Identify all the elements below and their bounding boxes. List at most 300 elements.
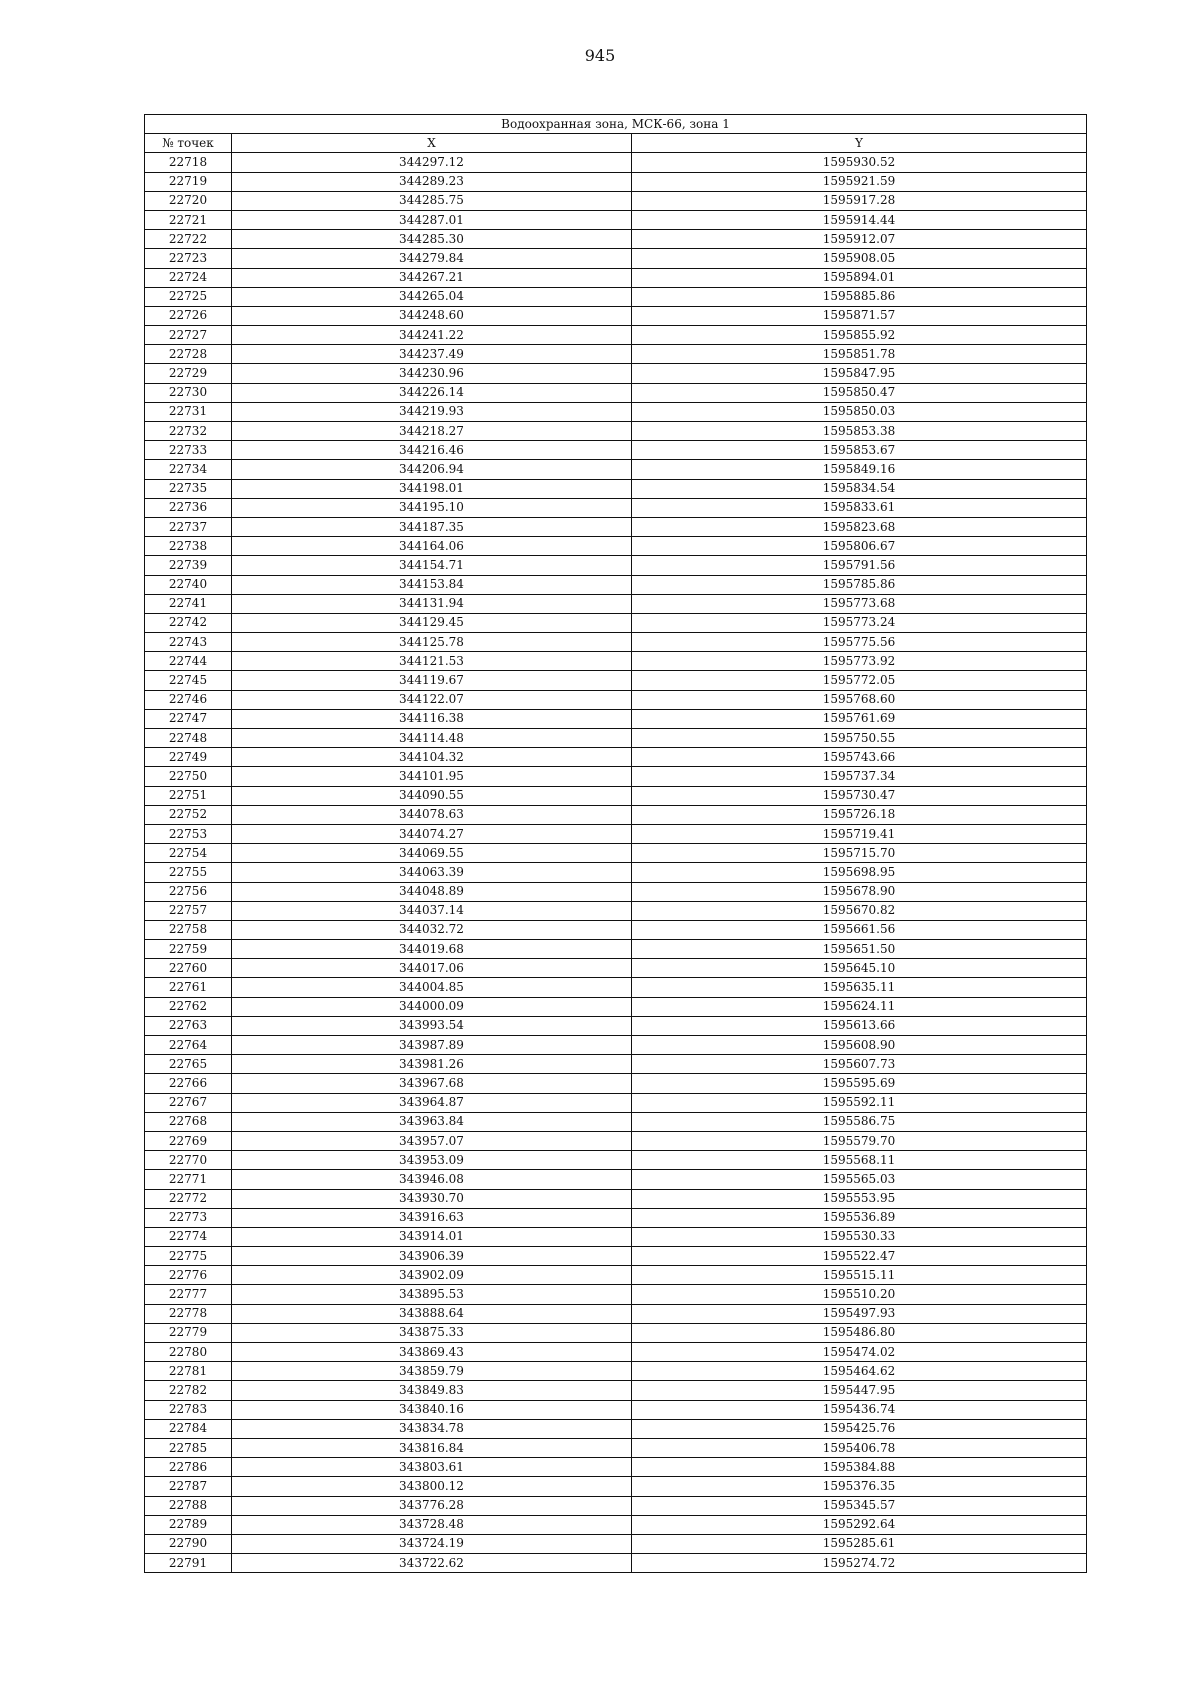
cell-x: 343906.39 — [232, 1247, 632, 1266]
cell-point-number: 22751 — [145, 786, 232, 805]
cell-point-number: 22769 — [145, 1131, 232, 1150]
cell-y: 1595773.24 — [632, 613, 1087, 632]
cell-x: 344017.06 — [232, 959, 632, 978]
table-row — [145, 748, 1087, 767]
cell-y: 1595474.02 — [632, 1343, 1087, 1362]
cell-y: 1595833.61 — [632, 498, 1087, 517]
cell-y: 1595730.47 — [632, 786, 1087, 805]
cell-y: 1595425.76 — [632, 1419, 1087, 1438]
cell-x: 343800.12 — [232, 1477, 632, 1496]
cell-x: 343776.28 — [232, 1496, 632, 1515]
cell-y: 1595274.72 — [632, 1554, 1087, 1573]
table-row — [145, 690, 1087, 709]
cell-x: 343803.61 — [232, 1458, 632, 1477]
table-row — [145, 959, 1087, 978]
cell-y: 1595768.60 — [632, 690, 1087, 709]
cell-x: 343859.79 — [232, 1362, 632, 1381]
table-row — [145, 1285, 1087, 1304]
cell-point-number: 22773 — [145, 1208, 232, 1227]
cell-x: 343993.54 — [232, 1016, 632, 1035]
cell-y: 1595894.01 — [632, 268, 1087, 287]
cell-x: 343888.64 — [232, 1304, 632, 1323]
table-row — [145, 537, 1087, 556]
cell-point-number: 22752 — [145, 805, 232, 824]
table-row — [145, 498, 1087, 517]
table-row — [145, 1496, 1087, 1515]
cell-x: 343724.19 — [232, 1534, 632, 1553]
cell-y: 1595855.92 — [632, 326, 1087, 345]
cell-x: 344285.30 — [232, 230, 632, 249]
cell-x: 343963.84 — [232, 1112, 632, 1131]
table-row — [145, 326, 1087, 345]
cell-x: 344297.12 — [232, 153, 632, 172]
cell-y: 1595624.11 — [632, 997, 1087, 1016]
cell-point-number: 22786 — [145, 1458, 232, 1477]
cell-y: 1595595.69 — [632, 1074, 1087, 1093]
table-row — [145, 345, 1087, 364]
cell-y: 1595785.86 — [632, 575, 1087, 594]
cell-point-number: 22776 — [145, 1266, 232, 1285]
cell-point-number: 22757 — [145, 901, 232, 920]
page-number: 945 — [584, 46, 616, 65]
cell-x: 344032.72 — [232, 920, 632, 939]
table-header-row — [145, 134, 1087, 153]
table-row — [145, 1189, 1087, 1208]
cell-point-number: 22770 — [145, 1151, 232, 1170]
cell-x: 343930.70 — [232, 1189, 632, 1208]
cell-point-number: 22747 — [145, 709, 232, 728]
cell-x: 343987.89 — [232, 1036, 632, 1055]
cell-point-number: 22733 — [145, 441, 232, 460]
cell-point-number: 22790 — [145, 1534, 232, 1553]
table-row — [145, 153, 1087, 172]
cell-y: 1595464.62 — [632, 1362, 1087, 1381]
table-row — [145, 287, 1087, 306]
table-row — [145, 268, 1087, 287]
cell-x: 343967.68 — [232, 1074, 632, 1093]
cell-y: 1595447.95 — [632, 1381, 1087, 1400]
table-row — [145, 997, 1087, 1016]
cell-y: 1595930.52 — [632, 153, 1087, 172]
cell-y: 1595497.93 — [632, 1304, 1087, 1323]
table-row — [145, 652, 1087, 671]
cell-point-number: 22723 — [145, 249, 232, 268]
table-row — [145, 402, 1087, 421]
cell-x: 344230.96 — [232, 364, 632, 383]
cell-point-number: 22760 — [145, 959, 232, 978]
cell-x: 343849.83 — [232, 1381, 632, 1400]
cell-point-number: 22768 — [145, 1112, 232, 1131]
table-row — [145, 249, 1087, 268]
cell-y: 1595586.75 — [632, 1112, 1087, 1131]
table-row — [145, 460, 1087, 479]
cell-x: 344187.35 — [232, 517, 632, 536]
table-row — [145, 901, 1087, 920]
cell-x: 344267.21 — [232, 268, 632, 287]
cell-x: 344226.14 — [232, 383, 632, 402]
cell-y: 1595661.56 — [632, 920, 1087, 939]
table-row — [145, 882, 1087, 901]
cell-point-number: 22745 — [145, 671, 232, 690]
table-row — [145, 824, 1087, 843]
cell-x: 344154.71 — [232, 556, 632, 575]
cell-x: 344119.67 — [232, 671, 632, 690]
table-row — [145, 1055, 1087, 1074]
cell-point-number: 22742 — [145, 613, 232, 632]
table-row — [145, 1247, 1087, 1266]
table-row — [145, 517, 1087, 536]
cell-x: 343914.01 — [232, 1227, 632, 1246]
cell-y: 1595579.70 — [632, 1131, 1087, 1150]
cell-x: 344164.06 — [232, 537, 632, 556]
table-row — [145, 920, 1087, 939]
cell-x: 343916.63 — [232, 1208, 632, 1227]
cell-y: 1595608.90 — [632, 1036, 1087, 1055]
cell-y: 1595515.11 — [632, 1266, 1087, 1285]
cell-x: 344206.94 — [232, 460, 632, 479]
table-row — [145, 1016, 1087, 1035]
table-row — [145, 1362, 1087, 1381]
table-row — [145, 805, 1087, 824]
cell-point-number: 22774 — [145, 1227, 232, 1246]
cell-point-number: 22787 — [145, 1477, 232, 1496]
cell-y: 1595791.56 — [632, 556, 1087, 575]
cell-y: 1595530.33 — [632, 1227, 1087, 1246]
cell-y: 1595871.57 — [632, 306, 1087, 325]
cell-x: 344019.68 — [232, 940, 632, 959]
table-row — [145, 1304, 1087, 1323]
cell-point-number: 22779 — [145, 1323, 232, 1342]
cell-y: 1595912.07 — [632, 230, 1087, 249]
cell-y: 1595376.35 — [632, 1477, 1087, 1496]
cell-y: 1595850.03 — [632, 402, 1087, 421]
cell-y: 1595921.59 — [632, 172, 1087, 191]
cell-point-number: 22763 — [145, 1016, 232, 1035]
cell-point-number: 22764 — [145, 1036, 232, 1055]
cell-x: 343902.09 — [232, 1266, 632, 1285]
table-row — [145, 306, 1087, 325]
cell-x: 344048.89 — [232, 882, 632, 901]
cell-x: 344078.63 — [232, 805, 632, 824]
table-row — [145, 210, 1087, 229]
column-header-x: X — [232, 134, 632, 153]
cell-x: 344114.48 — [232, 729, 632, 748]
table-title: Водоохранная зона, МСК-66, зона 1 — [145, 115, 1087, 134]
cell-point-number: 22739 — [145, 556, 232, 575]
cell-y: 1595384.88 — [632, 1458, 1087, 1477]
cell-point-number: 22762 — [145, 997, 232, 1016]
cell-y: 1595436.74 — [632, 1400, 1087, 1419]
table-row — [145, 1151, 1087, 1170]
cell-point-number: 22775 — [145, 1247, 232, 1266]
cell-y: 1595607.73 — [632, 1055, 1087, 1074]
cell-y: 1595853.67 — [632, 441, 1087, 460]
table-row — [145, 1534, 1087, 1553]
cell-y: 1595651.50 — [632, 940, 1087, 959]
cell-point-number: 22784 — [145, 1419, 232, 1438]
cell-x: 344219.93 — [232, 402, 632, 421]
table-row — [145, 364, 1087, 383]
cell-point-number: 22767 — [145, 1093, 232, 1112]
cell-y: 1595613.66 — [632, 1016, 1087, 1035]
table-row — [145, 863, 1087, 882]
cell-point-number: 22754 — [145, 844, 232, 863]
cell-y: 1595406.78 — [632, 1438, 1087, 1457]
cell-point-number: 22748 — [145, 729, 232, 748]
cell-y: 1595678.90 — [632, 882, 1087, 901]
table-row — [145, 1170, 1087, 1189]
cell-x: 344074.27 — [232, 824, 632, 843]
cell-x: 343722.62 — [232, 1554, 632, 1573]
cell-point-number: 22772 — [145, 1189, 232, 1208]
cell-point-number: 22756 — [145, 882, 232, 901]
cell-x: 344122.07 — [232, 690, 632, 709]
cell-point-number: 22766 — [145, 1074, 232, 1093]
cell-y: 1595486.80 — [632, 1323, 1087, 1342]
cell-point-number: 22720 — [145, 191, 232, 210]
cell-x: 344131.94 — [232, 594, 632, 613]
cell-point-number: 22728 — [145, 345, 232, 364]
cell-y: 1595761.69 — [632, 709, 1087, 728]
cell-point-number: 22750 — [145, 767, 232, 786]
column-header-point-number: № точек — [145, 134, 232, 153]
cell-point-number: 22718 — [145, 153, 232, 172]
cell-x: 344116.38 — [232, 709, 632, 728]
cell-x: 344195.10 — [232, 498, 632, 517]
cell-y: 1595850.47 — [632, 383, 1087, 402]
table-row — [145, 1131, 1087, 1150]
cell-y: 1595292.64 — [632, 1515, 1087, 1534]
table-row — [145, 556, 1087, 575]
cell-x: 343964.87 — [232, 1093, 632, 1112]
table-row — [145, 1093, 1087, 1112]
table-row — [145, 978, 1087, 997]
cell-x: 343981.26 — [232, 1055, 632, 1074]
cell-x: 344216.46 — [232, 441, 632, 460]
cell-x: 344069.55 — [232, 844, 632, 863]
cell-x: 344063.39 — [232, 863, 632, 882]
cell-x: 344287.01 — [232, 210, 632, 229]
cell-y: 1595743.66 — [632, 748, 1087, 767]
table-row — [145, 1074, 1087, 1093]
cell-x: 343834.78 — [232, 1419, 632, 1438]
cell-point-number: 22722 — [145, 230, 232, 249]
cell-point-number: 22771 — [145, 1170, 232, 1189]
cell-x: 344090.55 — [232, 786, 632, 805]
cell-point-number: 22725 — [145, 287, 232, 306]
table-row — [145, 1323, 1087, 1342]
cell-point-number: 22783 — [145, 1400, 232, 1419]
cell-point-number: 22727 — [145, 326, 232, 345]
cell-x: 343953.09 — [232, 1151, 632, 1170]
table-row — [145, 613, 1087, 632]
table-title-row — [145, 115, 1087, 134]
cell-point-number: 22749 — [145, 748, 232, 767]
cell-x: 343728.48 — [232, 1515, 632, 1534]
table-row — [145, 671, 1087, 690]
table-row — [145, 422, 1087, 441]
cell-point-number: 22731 — [145, 402, 232, 421]
cell-y: 1595773.68 — [632, 594, 1087, 613]
cell-point-number: 22735 — [145, 479, 232, 498]
table-row — [145, 940, 1087, 959]
cell-y: 1595536.89 — [632, 1208, 1087, 1227]
cell-y: 1595592.11 — [632, 1093, 1087, 1112]
cell-x: 344285.75 — [232, 191, 632, 210]
cell-y: 1595851.78 — [632, 345, 1087, 364]
cell-x: 344248.60 — [232, 306, 632, 325]
cell-point-number: 22730 — [145, 383, 232, 402]
table-row — [145, 709, 1087, 728]
cell-y: 1595568.11 — [632, 1151, 1087, 1170]
table-row — [145, 767, 1087, 786]
cell-y: 1595719.41 — [632, 824, 1087, 843]
cell-point-number: 22737 — [145, 517, 232, 536]
table-row — [145, 1208, 1087, 1227]
table-row — [145, 575, 1087, 594]
table-row — [145, 1419, 1087, 1438]
table-row — [145, 1400, 1087, 1419]
cell-y: 1595853.38 — [632, 422, 1087, 441]
table-row — [145, 1458, 1087, 1477]
cell-x: 344125.78 — [232, 633, 632, 652]
cell-point-number: 22746 — [145, 690, 232, 709]
table-row — [145, 172, 1087, 191]
cell-x: 344121.53 — [232, 652, 632, 671]
cell-y: 1595885.86 — [632, 287, 1087, 306]
cell-y: 1595914.44 — [632, 210, 1087, 229]
cell-y: 1595773.92 — [632, 652, 1087, 671]
cell-point-number: 22759 — [145, 940, 232, 959]
cell-y: 1595553.95 — [632, 1189, 1087, 1208]
cell-y: 1595917.28 — [632, 191, 1087, 210]
cell-x: 343946.08 — [232, 1170, 632, 1189]
table-row — [145, 594, 1087, 613]
cell-x: 344265.04 — [232, 287, 632, 306]
table-row — [145, 1343, 1087, 1362]
cell-x: 344289.23 — [232, 172, 632, 191]
cell-y: 1595750.55 — [632, 729, 1087, 748]
cell-y: 1595847.95 — [632, 364, 1087, 383]
cell-y: 1595565.03 — [632, 1170, 1087, 1189]
cell-point-number: 22726 — [145, 306, 232, 325]
cell-point-number: 22719 — [145, 172, 232, 191]
cell-point-number: 22788 — [145, 1496, 232, 1515]
cell-point-number: 22785 — [145, 1438, 232, 1457]
cell-point-number: 22721 — [145, 210, 232, 229]
cell-point-number: 22789 — [145, 1515, 232, 1534]
cell-y: 1595715.70 — [632, 844, 1087, 863]
cell-x: 344000.09 — [232, 997, 632, 1016]
table-row — [145, 191, 1087, 210]
cell-x: 344153.84 — [232, 575, 632, 594]
cell-point-number: 22732 — [145, 422, 232, 441]
cell-y: 1595522.47 — [632, 1247, 1087, 1266]
cell-y: 1595285.61 — [632, 1534, 1087, 1553]
table-row — [145, 1036, 1087, 1055]
table-row — [145, 633, 1087, 652]
cell-point-number: 22736 — [145, 498, 232, 517]
table-row — [145, 1381, 1087, 1400]
cell-x: 343875.33 — [232, 1323, 632, 1342]
cell-x: 344279.84 — [232, 249, 632, 268]
cell-point-number: 22765 — [145, 1055, 232, 1074]
cell-point-number: 22780 — [145, 1343, 232, 1362]
table-row — [145, 479, 1087, 498]
cell-y: 1595726.18 — [632, 805, 1087, 824]
cell-point-number: 22724 — [145, 268, 232, 287]
cell-point-number: 22729 — [145, 364, 232, 383]
table-row — [145, 1266, 1087, 1285]
cell-x: 343869.43 — [232, 1343, 632, 1362]
cell-y: 1595737.34 — [632, 767, 1087, 786]
table-row — [145, 786, 1087, 805]
cell-x: 344037.14 — [232, 901, 632, 920]
table-row — [145, 230, 1087, 249]
cell-y: 1595806.67 — [632, 537, 1087, 556]
table-row — [145, 1515, 1087, 1534]
coordinates-table — [144, 114, 1087, 1573]
cell-point-number: 22791 — [145, 1554, 232, 1573]
cell-x: 344129.45 — [232, 613, 632, 632]
cell-x: 344237.49 — [232, 345, 632, 364]
cell-point-number: 22755 — [145, 863, 232, 882]
table-row — [145, 1477, 1087, 1496]
table-row — [145, 1554, 1087, 1573]
cell-point-number: 22781 — [145, 1362, 232, 1381]
cell-point-number: 22777 — [145, 1285, 232, 1304]
cell-point-number: 22758 — [145, 920, 232, 939]
table-row — [145, 844, 1087, 863]
cell-y: 1595834.54 — [632, 479, 1087, 498]
cell-x: 344104.32 — [232, 748, 632, 767]
table-row — [145, 383, 1087, 402]
cell-x: 344198.01 — [232, 479, 632, 498]
cell-point-number: 22753 — [145, 824, 232, 843]
cell-point-number: 22744 — [145, 652, 232, 671]
cell-point-number: 22741 — [145, 594, 232, 613]
cell-y: 1595908.05 — [632, 249, 1087, 268]
table-body — [145, 153, 1087, 1573]
cell-y: 1595772.05 — [632, 671, 1087, 690]
cell-x: 344101.95 — [232, 767, 632, 786]
cell-point-number: 22734 — [145, 460, 232, 479]
cell-x: 344218.27 — [232, 422, 632, 441]
cell-y: 1595510.20 — [632, 1285, 1087, 1304]
cell-point-number: 22743 — [145, 633, 232, 652]
cell-y: 1595345.57 — [632, 1496, 1087, 1515]
table-row — [145, 1112, 1087, 1131]
cell-x: 343957.07 — [232, 1131, 632, 1150]
table-row — [145, 441, 1087, 460]
column-header-y: Y — [632, 134, 1087, 153]
table-row — [145, 1438, 1087, 1457]
cell-x: 344004.85 — [232, 978, 632, 997]
cell-y: 1595849.16 — [632, 460, 1087, 479]
cell-y: 1595698.95 — [632, 863, 1087, 882]
cell-x: 343895.53 — [232, 1285, 632, 1304]
cell-y: 1595670.82 — [632, 901, 1087, 920]
cell-point-number: 22782 — [145, 1381, 232, 1400]
cell-point-number: 22778 — [145, 1304, 232, 1323]
cell-x: 343816.84 — [232, 1438, 632, 1457]
cell-y: 1595635.11 — [632, 978, 1087, 997]
cell-point-number: 22761 — [145, 978, 232, 997]
cell-point-number: 22740 — [145, 575, 232, 594]
cell-y: 1595823.68 — [632, 517, 1087, 536]
cell-y: 1595775.56 — [632, 633, 1087, 652]
cell-x: 343840.16 — [232, 1400, 632, 1419]
